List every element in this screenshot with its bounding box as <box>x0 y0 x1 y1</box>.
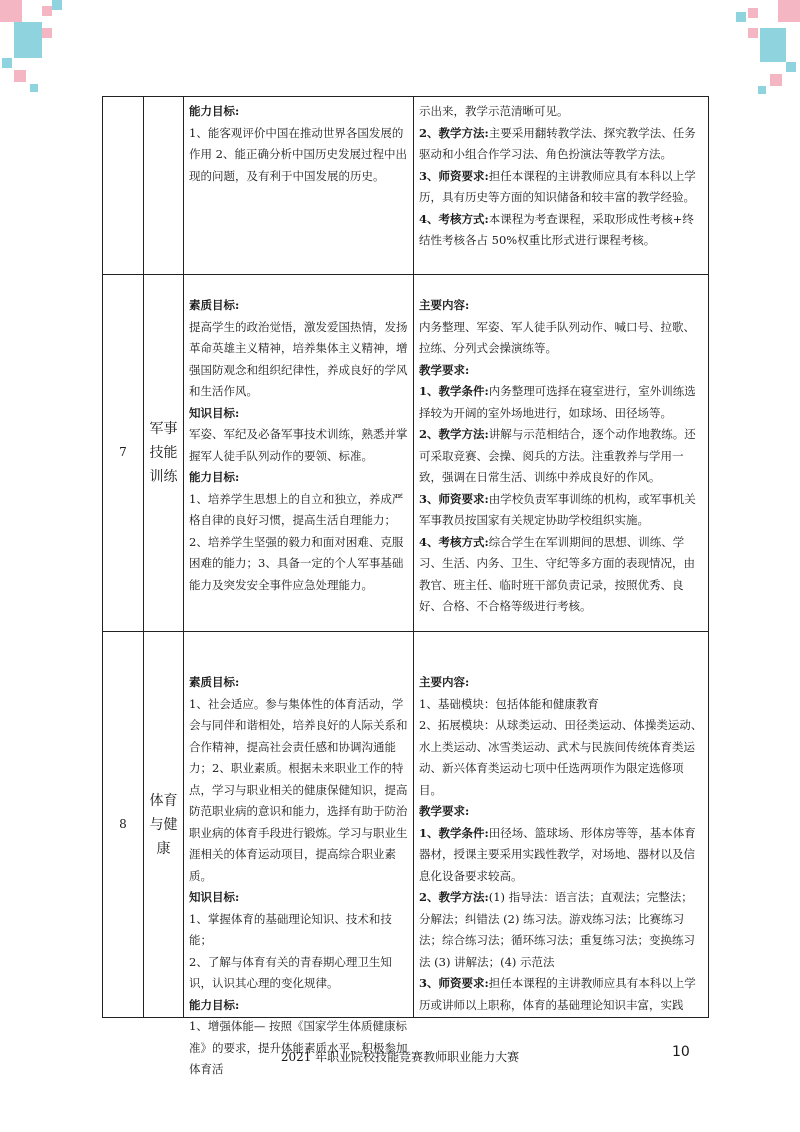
knowledge-goal-label: 知识目标: <box>189 890 240 904</box>
ability-goal-text: 1、增强体能— 按照《国家学生体质健康标准》的要求，提升体能素质水平，积极参加体育活 <box>189 1019 408 1076</box>
quality-goal-label: 素质目标: <box>189 675 240 689</box>
quality-goal-text: 提高学生的政治觉悟，激发爱国热情，发扬革命英雄主义精神，培养集体主义精神，增强国防观念和组织纪律性，养成良好的学风和生活作风。 <box>189 319 408 398</box>
item-text: 担任本课程的主讲教师应具有本科以上学历，具有历史等方面的知识储备和较丰富的教学经验。 <box>419 168 696 204</box>
item-label: 4、考核方式: <box>419 534 489 549</box>
quality-goal-text: 1、社会适应。参与集体性的体育活动，学会与同伴和谐相处，培养良好的人际关系和合作精神，提高社会责任感和协调沟通能力；2、职业素质。根据未来职业工作的特点，学习与职业相关的健康保健知识，提高防范职业病的意识和能力，选择有助于防治职业病的体育手段进行锻炼。学习与职业生涯相关的体育运动项目，提高综合职业素质。 <box>189 696 408 883</box>
goals-cell <box>184 275 414 632</box>
content-text: 1、基础模块：包括体能和健康教育 <box>419 696 599 711</box>
list-item <box>419 887 703 973</box>
page-number: 10 <box>672 1044 690 1060</box>
item-label: 1、教学条件: <box>419 825 489 840</box>
requirements-label: 教学要求: <box>419 362 470 377</box>
item-label: 2、教学方法: <box>419 125 489 140</box>
item-text: 综合学生在军训期间的思想、训练、学习、生活、内务、卫生、守纪等多方面的表现情况，由教官、班主任、临时班干部负责记录，按照优秀、良好、合格、不合格等级进行考核。 <box>419 534 695 613</box>
ability-goal-text: 1、能客观评价中国在推动世界各国发展的作用 2、能正确分析中国历史发展过程中出现的问题，及有利于中国发展的历史。 <box>189 125 407 183</box>
ability-goal-label: 能力目标: <box>189 104 240 118</box>
ability-goal-label: 能力目标: <box>189 997 240 1012</box>
knowledge-goal-label: 知识目标: <box>189 405 240 420</box>
intro-text: 示出来，教学示范清晰可见。 <box>419 104 569 118</box>
requirements-label: 教学要求: <box>419 804 470 818</box>
content-text: 2、拓展模块：从球类运动、田径类运动、体操类运动、水上类运动、冰雪类运动、武术与民族间传统体育类运动、新兴体育类运动七项中任选两项作为限定选修项目。 <box>419 718 703 797</box>
corner-decoration-top-right <box>690 0 800 100</box>
list-item <box>419 166 703 209</box>
goals-cell <box>184 97 414 275</box>
list-item <box>419 424 703 489</box>
ability-goal-text: 1、培养学生思想上的自立和独立，养成严格自律的良好习惯，提高生活自理能力；2、培养学生坚强的毅力和面对困难、克服困难的能力；3、具备一定的个人军事基础能力及突发安全事件应急处理能力。 <box>189 491 404 592</box>
item-label: 1、教学条件: <box>419 384 489 398</box>
content-cell <box>414 97 709 275</box>
item-text: 讲解与示范相结合，逐个动作地教练。还可采取竞赛、会操、阅兵的方法。注重教养与学用一致，强调在日常生活、训练中养成良好的作风。 <box>419 427 696 484</box>
item-label: 3、师资要求: <box>419 976 489 990</box>
list-item <box>419 209 703 252</box>
item-text: 田径场、篮球场、形体房等等，基本体育器材，授课主要采用实践性教学，对场地、器材以及信息化设备要求较高。 <box>419 825 696 883</box>
item-text: 担任本课程的主讲教师应具有本科以上学历或讲师以上职称，体育的基础理论知识丰富，实践 <box>419 976 696 1012</box>
row-number: 8 <box>103 632 144 1018</box>
course-name: 体育与健康 <box>144 632 184 1018</box>
item-label: 2、教学方法: <box>419 890 489 904</box>
knowledge-goal-text: 1、掌握体育的基础理论知识、技术和技能； <box>189 911 392 947</box>
content-label: 主要内容: <box>419 298 470 312</box>
content-cell <box>414 632 709 1018</box>
item-label: 3、师资要求: <box>419 168 489 183</box>
item-text: 主要采用翻转教学法、探究教学法、任务驱动和小组合作学习法、角色扮演法等教学方法。 <box>419 125 696 161</box>
ability-goal-label: 能力目标: <box>189 470 240 484</box>
list-item <box>419 123 703 166</box>
list-item <box>419 973 703 1016</box>
content-label: 主要内容: <box>419 675 470 689</box>
list-item <box>419 823 703 888</box>
item-label: 3、师资要求: <box>419 491 489 506</box>
table-row <box>103 275 709 632</box>
row-number: 7 <box>103 275 144 632</box>
knowledge-goal-text: 军姿、军纪及必备军事技术训练，熟悉并掌握军人徒手队列动作的要领、标准。 <box>189 427 408 463</box>
corner-decoration-top-left <box>0 0 110 100</box>
footer-title: 2021 年职业院校技能竞赛教师职业能力大赛 <box>280 1050 520 1064</box>
row-number <box>103 97 144 275</box>
list-item <box>419 381 703 424</box>
course-name: 军事技能训练 <box>144 275 184 632</box>
item-text: (1) 指导法：语言法；直观法；完整法；分解法；纠错法 (2) 练习法。游戏练习法；比赛练习法；综合练习法；循环练习法；重复练习法；变换练习法 (3) 讲解法；(4) 示范法 <box>419 890 695 969</box>
item-text: 内务整理可选择在寝室进行，室外训练选择较为开阔的室外场地进行，如球场、田径场等。 <box>419 384 696 420</box>
item-label: 4、考核方式: <box>419 211 489 226</box>
list-item <box>419 489 703 532</box>
item-text: 本课程为考查课程，采取形成性考核+终结性考核各占 50%权重比形式进行课程考核。 <box>419 211 694 247</box>
content-cell <box>414 275 709 632</box>
table-row <box>103 632 709 1018</box>
item-label: 2、教学方法: <box>419 427 489 441</box>
course-name <box>144 97 184 275</box>
knowledge-goal-text: 2、了解与体育有关的青春期心理卫生知识，认识其心理的变化规律。 <box>189 954 392 990</box>
list-item <box>419 532 703 618</box>
quality-goal-label: 素质目标: <box>189 298 240 312</box>
item-text: 由学校负责军事训练的机构，或军事机关军事教员按国家有关规定协助学校组织实施。 <box>419 491 696 527</box>
table-row <box>103 97 709 275</box>
content-text: 内务整理、军姿、军人徒手队列动作、喊口号、拉歌、拉练、分列式会操演练等。 <box>419 319 695 355</box>
